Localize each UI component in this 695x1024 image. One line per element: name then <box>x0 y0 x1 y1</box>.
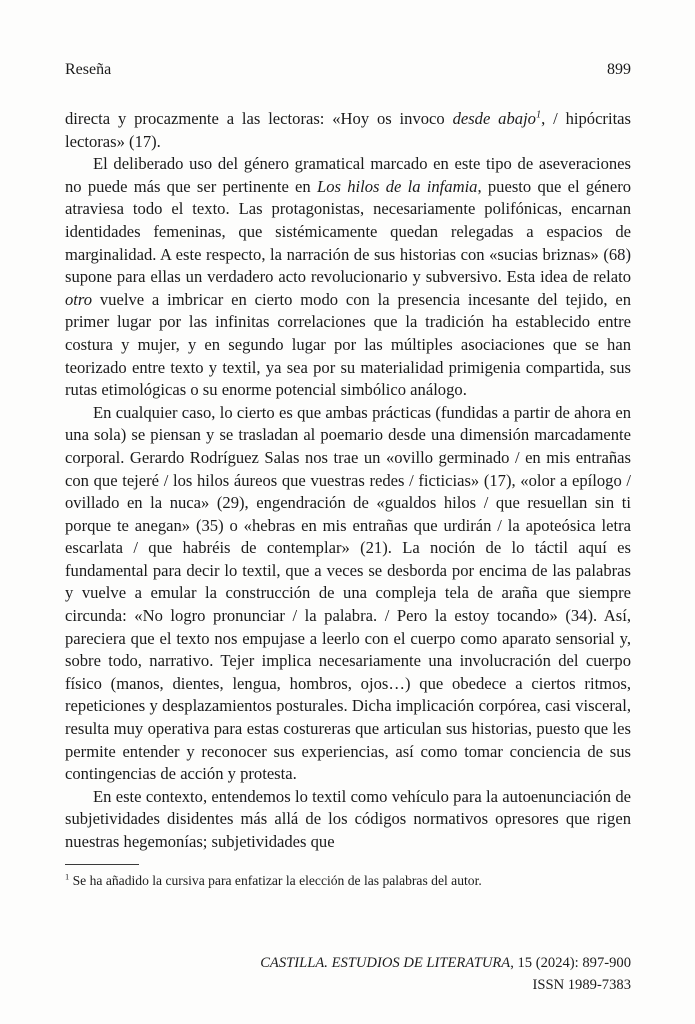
text-run: , / hipócritas lectoras» (17). <box>65 109 631 151</box>
journal-citation <box>260 953 631 975</box>
footnote-text: Se ha añadido la cursiva para enfatizar la elección de las palabras del autor. <box>69 872 482 888</box>
text-run: Los hilos de la infamia <box>316 176 478 196</box>
page-content <box>65 60 631 890</box>
paragraph <box>65 402 631 786</box>
text-run: otro <box>65 289 93 309</box>
page-footer <box>260 953 631 996</box>
text-run: En cualquier caso, lo cierto es que ambas prácticas (fundidas a partir de ahora en una sola) se piensan y se trasladan al poemario desde una dimensión marcadamente corporal. Gerardo Rodríguez Salas nos trae un «ovillo germinado / en mis entrañas con que tejeré / los hilos áureos que vuestras redes / ficticias» (17), «olor a epílogo / ovillado en la nuca» (29), engendración de «gualdos hilos / que resuellan sin ti porque te anegan» (35) o «hebras en mis entrañas que urdirán / la apoteósica letra escarlata / que habréis de contemplar» (21). La noción de lo táctil aquí es fundamental para decir lo textil, que a veces se desborda por encima de las palabras y vuelve a emular la construcción de una compleja tela de araña que siempre circunda: «No logro pronunciar / la palabra. / Pero la estoy tocando» (34). Así, pareciera que el texto nos empujase a leerlo con el cuerpo como aparato sensorial y, sobre todo, narrativo. Tejer implica necesariamente una involucración del cuerpo físico (manos, dientes, lengua, hombros, ojos…) que obedece a ciertos ritmos, repeticiones y desplazamientos posturales. Dicha implicación corpórea, casi visceral, resulta muy operativa para estas costureras que articulan sus historias, puesto que les permite entender y reconocer sus experiencias, así como tomar conciencia de sus contingencias de acción y protesta. <box>65 402 631 784</box>
text-run: , puesto que el género atraviesa todo el texto. Las protagonistas, necesariamente polifónicas, encarnan identidades femeninas, que sistémicamente quedan relegadas a espacios de marginalidad. A este respecto, la narración de sus historias con «sucias briznas» (68) supone para ellas un verdadero acto revolucionario y subversivo. Esta idea de relato <box>65 176 632 287</box>
paragraph <box>65 786 631 854</box>
footnote-block <box>65 864 631 890</box>
running-head <box>65 60 631 80</box>
text-run: vuelve a imbricar en cierto modo con la presencia incesante del tejido, en primer lugar por las infinitas correlaciones que la tradición ha establecido entre costura y mujer, y en segundo lugar por las múltiples asociaciones que se han teorizado entre texto y textil, ya sea por su materialidad primigenia compartida, sus rutas etimológicas o su enorme potencial simbólico análogo. <box>65 289 631 400</box>
issn-line: ISSN 1989-7383 <box>532 976 631 993</box>
text-run: 1 <box>535 109 542 121</box>
paragraph <box>65 153 631 402</box>
text-run: desde abajo <box>452 109 536 128</box>
footnote-divider <box>65 864 139 865</box>
text-run: El deliberado uso del género gramatical marcado en este tipo de aseveraciones no puede más que ser pertinente en <box>65 154 631 196</box>
journal-title: CASTILLA. ESTUDIOS DE LITERATURA <box>260 955 511 971</box>
text-run: En este contexto, entendemos lo textil como vehículo para la autoenunciación de subjetividades disidentes más allá de los códigos normativos opresores que rigen nuestras hegemonías; subjetividades que <box>65 786 631 851</box>
journal-citation-rest: , 15 (2024): 897-900 <box>510 955 631 971</box>
section-label: Reseña <box>65 61 112 78</box>
paragraph <box>65 108 631 153</box>
page-number: 899 <box>607 61 631 78</box>
footnote <box>65 872 631 890</box>
text-run: directa y procazmente a las lectoras: «Hoy os invoco <box>65 109 453 128</box>
article-body <box>65 108 631 854</box>
footnote-marker: 1 <box>65 871 70 882</box>
